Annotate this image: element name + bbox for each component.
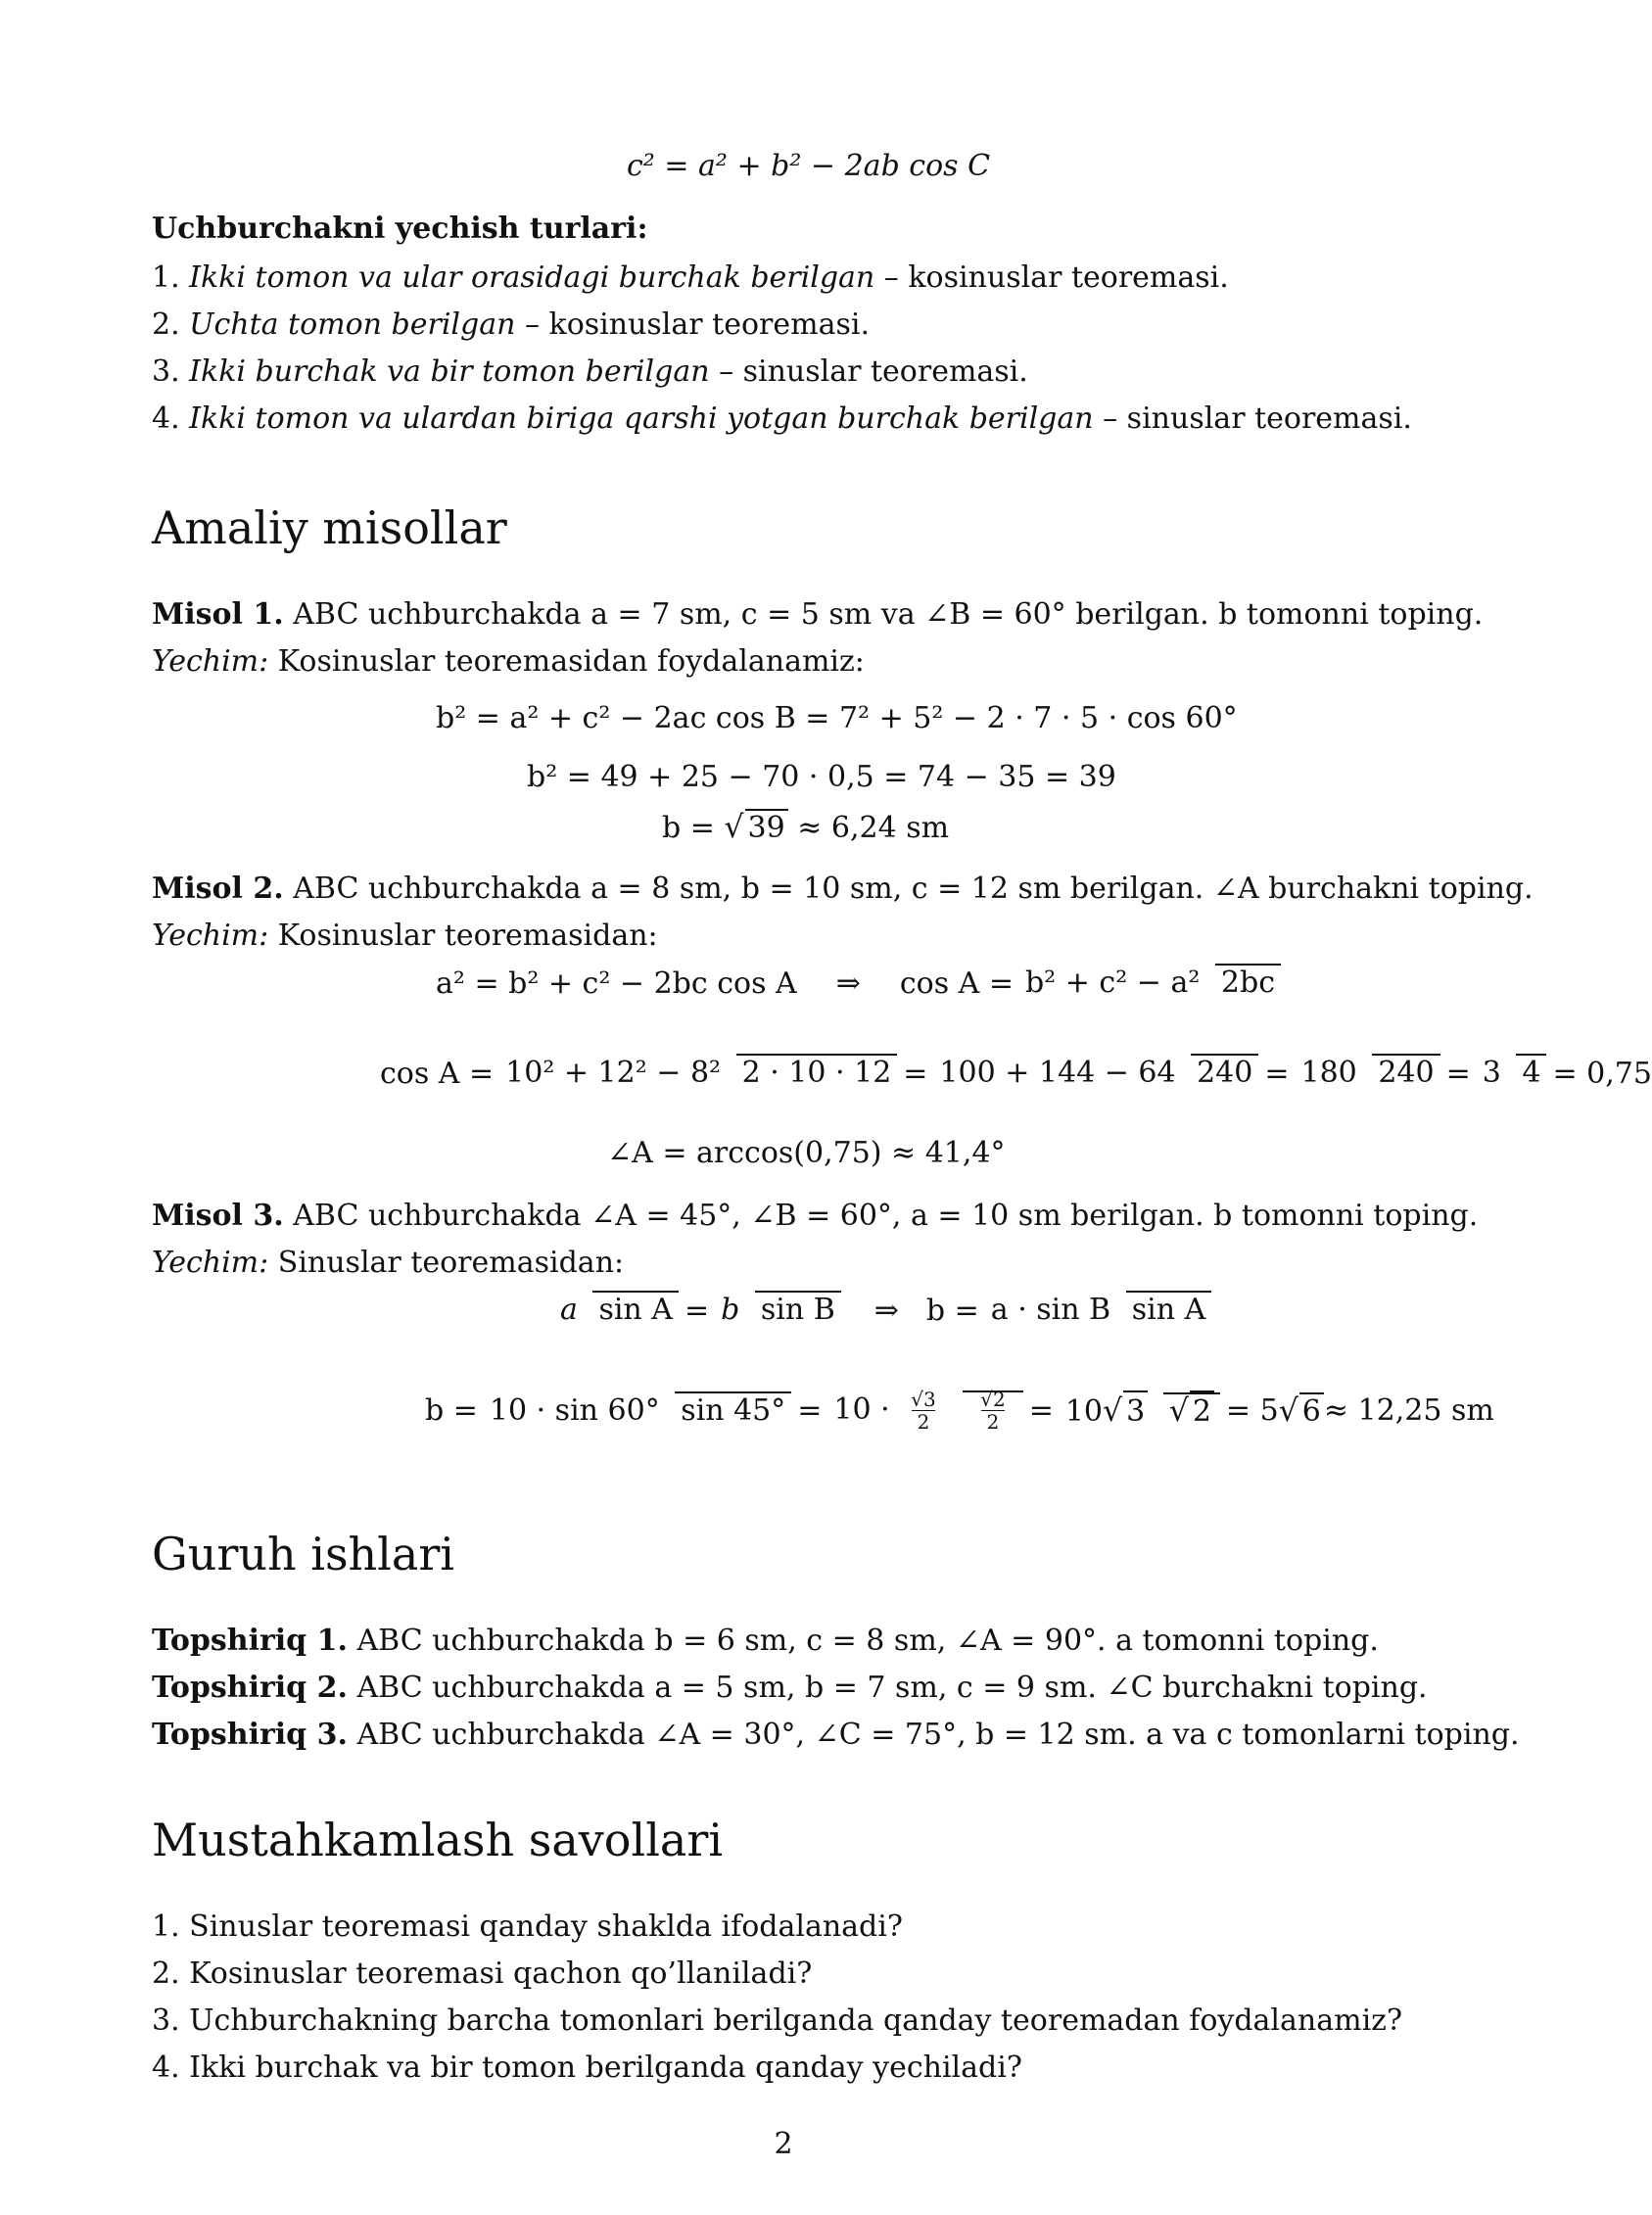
question-4: 4. Ikki burchak va bir tomon berilganda qanday yechiladi? (152, 2050, 1022, 2085)
types-item-2: 2. Uchta tomon berilgan – kosinuslar teoremasi. (152, 307, 870, 342)
example-1-eq-1: b² = a² + c² − 2ac cos B = 7² + 5² − 2 · 7 · 5 · cos 60° (436, 701, 1238, 735)
example-1: Misol 1. ABC uchburchakda a = 7 sm, c = 5 sm va ∠B = 60° berilgan. b tomonni toping. (152, 597, 1484, 632)
fraction: 10² + 12² − 8² 2 · 10 · 12 (499, 1054, 897, 1093)
example-1-eq-2: b² = 49 + 25 − 70 · 0,5 = 74 − 35 = 39 (527, 760, 1116, 794)
section-heading-guruh: Guruh ishlari (152, 1528, 455, 1580)
fraction: 100 + 144 − 64 240 (933, 1054, 1258, 1093)
types-item-1: 1. Ikki tomon va ular orasidagi burchak berilgan – kosinuslar teoremasi. (152, 260, 1229, 295)
section-heading-amaliy: Amaliy misollar (152, 501, 507, 554)
types-item-3: 3. Ikki burchak va bir tomon berilgan – sinuslar teoremasi. (152, 354, 1028, 389)
example-2-eq-2: cos A = 10² + 12² − 8² 2 · 10 · 12 = 100 + 144 − 64 240 = 180 240 = 3 4 = 0,75 (380, 1054, 1652, 1093)
example-1-eq-3: b = √ 39 ≈ 6,24 sm (662, 810, 950, 845)
example-3-eq-1: a sin A = b sin B ⇒ b = a · sin B sin A (548, 1291, 1217, 1330)
fraction: 10√ 3 √ 2 (1060, 1390, 1220, 1432)
task-1: Topshiriq 1. ABC uchburchakda b = 6 sm, c = 8 sm, ∠A = 90°. a tomonni toping. (152, 1624, 1379, 1658)
example-2-eq-1: a² = b² + c² − 2bc cos A ⇒ cos A = b² + c² − a² 2bc (436, 964, 1287, 1003)
types-item-4: 4. Ikki tomon va ulardan biriga qarshi yotgan burchak berilgan – sinuslar teoremasi. (152, 401, 1412, 436)
example-3-eq-2: b = 10 · sin 60° sin 45° = 10 · $\frac{√3}{2}$ $\frac{√2}{2}$ = 10√ 3 √ 2 = 5 √ 6 ≈ 12,25 sm (425, 1388, 1494, 1434)
fraction: 3 4 (1477, 1054, 1547, 1093)
task-3: Topshiriq 3. ABC uchburchakda ∠A = 30°, ∠C = 75°, b = 12 sm. a va c tomonlarni toping. (152, 1718, 1520, 1752)
fraction: $\frac{√3}{2}$ (911, 1388, 936, 1434)
fraction: $\frac{√2}{2}$ (980, 1388, 1006, 1434)
top-formula: c² = a² + b² − 2ab cos C (627, 149, 991, 183)
example-1-solution: Yechim: Kosinuslar teoremasidan foydalanamiz: (152, 644, 865, 679)
question-2: 2. Kosinuslar teoremasi qachon qo’llaniladi? (152, 1956, 813, 1991)
fraction: a · sin B sin A (985, 1291, 1211, 1330)
question-3: 3. Uchburchakning barcha tomonlari berilganda qanday teoremadan foydalanamiz? (152, 2003, 1403, 2038)
example-3-solution: Yechim: Sinuslar teoremasidan: (152, 1246, 625, 1280)
example-2: Misol 2. ABC uchburchakda a = 8 sm, b = 10 sm, c = 12 sm berilgan. ∠A burchakni toping. (152, 872, 1534, 906)
page-number: 2 (774, 2127, 793, 2161)
task-2: Topshiriq 2. ABC uchburchakda a = 5 sm, b = 7 sm, c = 9 sm. ∠C burchakni toping. (152, 1671, 1428, 1705)
fraction: b² + c² − a² 2bc (1019, 964, 1281, 1003)
fraction: b sin B (715, 1291, 841, 1330)
fraction: a sin A (554, 1291, 679, 1330)
fraction: 180 240 (1296, 1054, 1440, 1093)
fraction: 10 · $\frac{√3}{2}$ $\frac{√2}{2}$ (827, 1389, 1022, 1433)
types-heading: Uchburchakni yechish turlari: (152, 212, 648, 246)
example-2-solution: Yechim: Kosinuslar teoremasidan: (152, 919, 658, 953)
section-heading-mustahkam: Mustahkamlash savollari (152, 1814, 724, 1866)
question-1: 1. Sinuslar teoremasi qanday shaklda ifodalanadi? (152, 1909, 903, 1944)
example-3: Misol 3. ABC uchburchakda ∠A = 45°, ∠B = 60°, a = 10 sm berilgan. b tomonni toping. (152, 1199, 1479, 1233)
fraction: 10 · sin 60° sin 45° (484, 1391, 791, 1431)
example-2-eq-3: ∠A = arccos(0,75) ≈ 41,4° (607, 1136, 1006, 1170)
